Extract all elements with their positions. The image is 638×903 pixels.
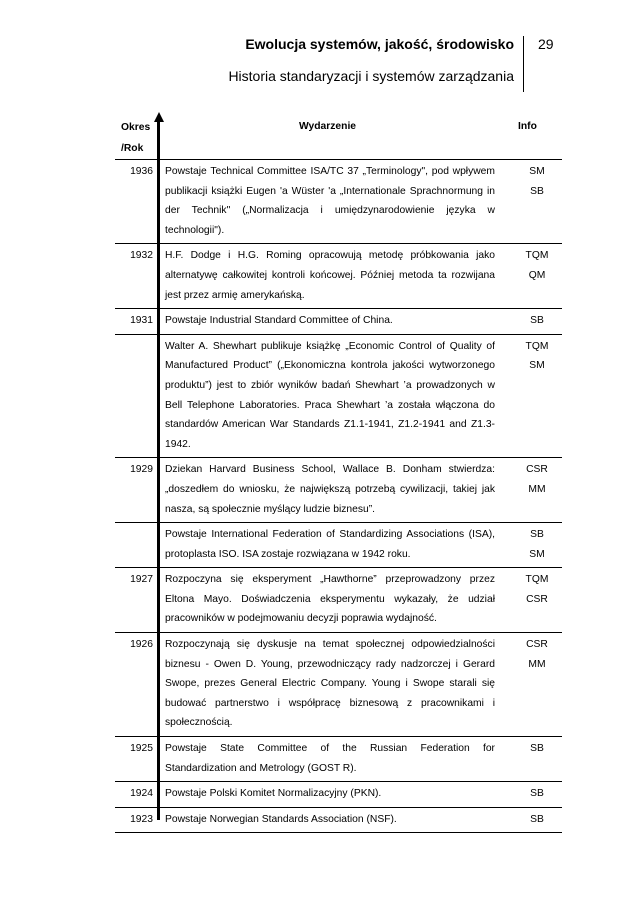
row-event: Walter A. Shewhart publikuje książkę „Economic Control of Quality of Manufactured Product” („Ekonomiczna kontrola jakości wytworzonego produktu”) jest to zbiór wyników badań Shewhart ’a prowadzonych w Bell Telephone Laboratories. Praca Shewhart ’a została włączona do standardów American War Standards Z1.1-1941, Z1.2-1941 and Z1.3-1942. (165, 340, 495, 450)
info-tag: CSR (526, 464, 548, 476)
header-divider (523, 36, 524, 92)
row-event: Rozpoczynają się dyskusje na temat społecznej odpowiedzialności biznesu - Owen D. Young, przewodniczący rady nadzorczej i Gerard Swope, prezes General Electric Company. Young i Swope starali się budować partnerstwo i współpracę biznesową z pracownikami i społecznością. (165, 639, 495, 729)
info-tag: CSR (526, 593, 548, 605)
row-event: Powstaje Norwegian Standards Association (NSF). (165, 813, 397, 825)
info-tag: SB (530, 813, 544, 825)
timeline-axis (157, 120, 160, 820)
info-tag: SB (530, 315, 544, 327)
column-header-year-line2: /Rok (121, 143, 144, 154)
table-row (115, 160, 562, 244)
row-event: Powstaje Polski Komitet Normalizacyjny (PKN). (165, 788, 382, 800)
info-tag: SM (529, 548, 545, 560)
info-tag: SB (530, 788, 544, 800)
column-header-event: Wydarzenie (299, 121, 357, 132)
row-event: Powstaje Technical Committee ISA/TC 37 „Terminology", pod wpływem publikacji książki Eugen 'a Wüster 'a „Internationale Sprachnormung in der Technik" („Normalizacja i umiędzynarodowienie języka w technologii"). (165, 166, 495, 236)
row-year: 1926 (130, 639, 153, 651)
row-event: H.F. Dodge i H.G. Roming opracowują metodę próbkowania jako alternatywę całkowitej kontroli końcowej. Później metoda ta rozwijana jest przez armię amerykańską. (165, 250, 495, 301)
table-row (115, 522, 562, 568)
row-year: 1924 (130, 788, 153, 800)
table-row (115, 458, 562, 522)
table-row (115, 633, 562, 737)
row-year: 1936 (130, 166, 153, 177)
timeline-table (115, 112, 562, 833)
column-header-info: Info (518, 121, 537, 132)
page-number: 29 (538, 36, 554, 52)
row-event: Powstaje International Federation of Standardizing Associations (ISA), protoplasta ISO. ISA zostaje rozwiązana w 1942 roku. (165, 529, 495, 560)
row-info (512, 782, 562, 807)
info-tag: SM (529, 360, 545, 372)
row-year (115, 523, 153, 567)
row-year: 1929 (130, 464, 153, 476)
row-year: 1923 (130, 813, 153, 825)
info-tag: SB (530, 529, 544, 541)
row-event: Dziekan Harvard Business School, Wallace B. Donham stwierdza: „doszedłem do wniosku, że największą potrzebą cywilizacji, takiej jak nasza, są społecznie myślący ludzie biznesu”. (165, 464, 495, 515)
info-tag: CSR (526, 639, 548, 651)
info-tag: SB (530, 743, 544, 755)
table-row (115, 334, 562, 459)
info-tag: TQM (525, 250, 549, 262)
table-row (115, 244, 562, 309)
row-info (512, 633, 562, 736)
row-info (512, 568, 562, 632)
running-header-title: Ewolucja systemów, jakość, środowisko (245, 36, 514, 52)
row-info (512, 737, 562, 781)
info-tag: TQM (525, 340, 549, 352)
table-row (115, 737, 562, 782)
row-year: 1927 (130, 574, 153, 586)
table-row (115, 309, 562, 334)
column-header-year (121, 117, 150, 159)
info-tag: TQM (525, 574, 549, 586)
row-event: Powstaje Industrial Standard Committee of China. (165, 315, 393, 327)
row-info (512, 458, 562, 522)
info-tag: QM (528, 269, 546, 281)
row-year: 1925 (130, 743, 153, 755)
running-header-subtitle: Historia standaryzacji i systemów zarządzania (228, 68, 514, 84)
row-year: 1931 (130, 315, 153, 327)
column-header-year-line1: Okres (121, 122, 151, 133)
row-info (512, 160, 562, 243)
row-info (512, 808, 562, 833)
row-event: Powstaje State Committee of the Russian Federation for Standardization and Metrology (GOST R). (165, 743, 495, 774)
table-row (115, 568, 562, 633)
info-tag: SM (529, 166, 545, 177)
info-tag: SB (530, 185, 544, 197)
table-row (115, 808, 562, 834)
row-year: 1932 (130, 250, 153, 262)
row-event: Rozpoczyna się eksperyment „Hawthorne” przeprowadzony przez Eltona Mayo. Doświadczenia eksperymentu wykazały, że udział pracowników w podejmowaniu decyzji poprawia wydajność. (165, 574, 495, 625)
info-tag: MM (528, 658, 546, 670)
row-year (115, 335, 153, 458)
row-info (512, 309, 562, 334)
table-header-row (115, 112, 562, 160)
row-info (512, 244, 562, 308)
row-info (512, 335, 562, 458)
table-row (115, 782, 562, 808)
row-info (512, 523, 562, 567)
info-tag: MM (528, 483, 546, 495)
